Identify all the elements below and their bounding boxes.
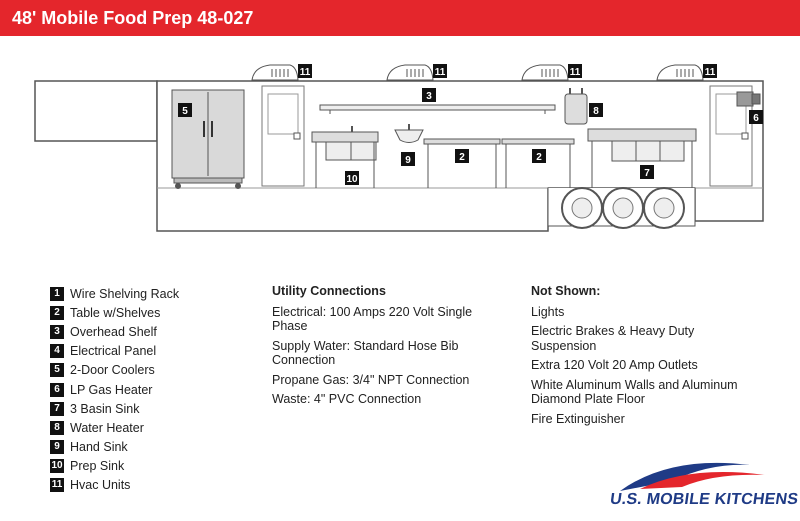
badge-overhead-shelf: 3 <box>426 91 432 102</box>
badge-hvac-2: 11 <box>434 67 446 78</box>
utility-connections <box>272 284 502 412</box>
not-shown-list <box>531 284 761 431</box>
legend-item <box>50 284 250 303</box>
badge-lp-gas-heater: 6 <box>753 113 759 124</box>
legend-number: 5 <box>50 363 64 377</box>
legend-number: 8 <box>50 421 64 435</box>
legend-number: 7 <box>50 402 64 416</box>
badge-coolers: 5 <box>182 106 188 117</box>
badge-hvac-4: 11 <box>704 67 716 78</box>
trailer-wheels <box>548 188 695 228</box>
trailer-floorplan <box>0 36 800 266</box>
badge-water-heater: 8 <box>593 106 599 117</box>
hvac-unit-4 <box>657 64 717 80</box>
legend-number: 1 <box>50 287 64 301</box>
legend-label: 3 Basin Sink <box>70 401 140 416</box>
page-title: 48' Mobile Food Prep 48-027 <box>0 0 800 36</box>
entry-door-left <box>262 86 304 186</box>
legend-label: Hand Sink <box>70 440 128 455</box>
legend-number: 11 <box>51 479 63 491</box>
legend-item <box>50 322 250 341</box>
legend-number: 6 <box>50 383 64 397</box>
utility-item: Waste: 4" PVC Connection <box>272 392 422 406</box>
utility-item: Propane Gas: 3/4" NPT Connection <box>272 372 470 387</box>
hvac-unit-1 <box>252 64 312 80</box>
legend-label: Prep Sink <box>70 459 125 474</box>
legend-number: 2 <box>50 306 64 320</box>
utility-item: Electrical: 100 Amps 220 Volt Single Phase <box>272 304 473 333</box>
utility-item: Supply Water: Standard Hose Bib Connection <box>272 338 459 367</box>
utility-heading: Utility Connections <box>272 284 386 298</box>
legend-item <box>50 476 250 495</box>
equipment-legend <box>50 284 250 495</box>
legend-item <box>50 399 250 418</box>
badge-table-1: 2 <box>459 152 465 163</box>
legend-item <box>50 457 250 476</box>
two-door-cooler <box>172 90 244 189</box>
legend-label: Water Heater <box>70 420 144 435</box>
legend-item <box>50 418 250 437</box>
legend-label: Wire Shelving Rack <box>70 286 180 301</box>
not-shown-item: Electric Brakes & Heavy Duty Suspension <box>531 324 695 353</box>
legend-item <box>50 303 250 322</box>
badge-hvac-1: 11 <box>299 67 311 78</box>
not-shown-item: Extra 120 Volt 20 Amp Outlets <box>531 358 698 372</box>
legend-number: 3 <box>50 325 64 339</box>
not-shown-item: Fire Extinguisher <box>531 411 625 426</box>
badge-hand-sink: 9 <box>405 155 411 166</box>
legend-item <box>50 438 250 457</box>
legend-item <box>50 380 250 399</box>
legend-item <box>50 361 250 380</box>
legend-label: Electrical Panel <box>70 344 157 359</box>
gooseneck <box>35 81 157 141</box>
legend-number: 4 <box>50 344 64 358</box>
legend-label: Overhead Shelf <box>70 324 157 339</box>
legend-label: Hvac Units <box>70 478 131 493</box>
not-shown-heading: Not Shown: <box>531 284 601 298</box>
legend-number: 10 <box>51 460 63 472</box>
hvac-unit-2 <box>387 64 447 80</box>
not-shown-item: Lights <box>531 304 565 319</box>
not-shown-item: White Aluminum Walls and Aluminum Diamond Plate Floor <box>531 377 738 406</box>
legend-label: Table w/Shelves <box>70 305 161 320</box>
badge-prep-sink: 10 <box>346 174 358 185</box>
badge-three-basin-sink: 7 <box>644 168 650 179</box>
legend-label: 2-Door Coolers <box>70 363 155 378</box>
legend-item <box>50 342 250 361</box>
legend-label: LP Gas Heater <box>70 382 153 397</box>
badge-hvac-3: 11 <box>569 67 581 78</box>
hvac-unit-3 <box>522 64 582 80</box>
logo-text: U.S. MOBILE KITCHENS <box>608 491 800 508</box>
legend-number: 9 <box>50 440 64 454</box>
trailer-diagram <box>0 36 800 266</box>
badge-table-2: 2 <box>536 152 542 163</box>
